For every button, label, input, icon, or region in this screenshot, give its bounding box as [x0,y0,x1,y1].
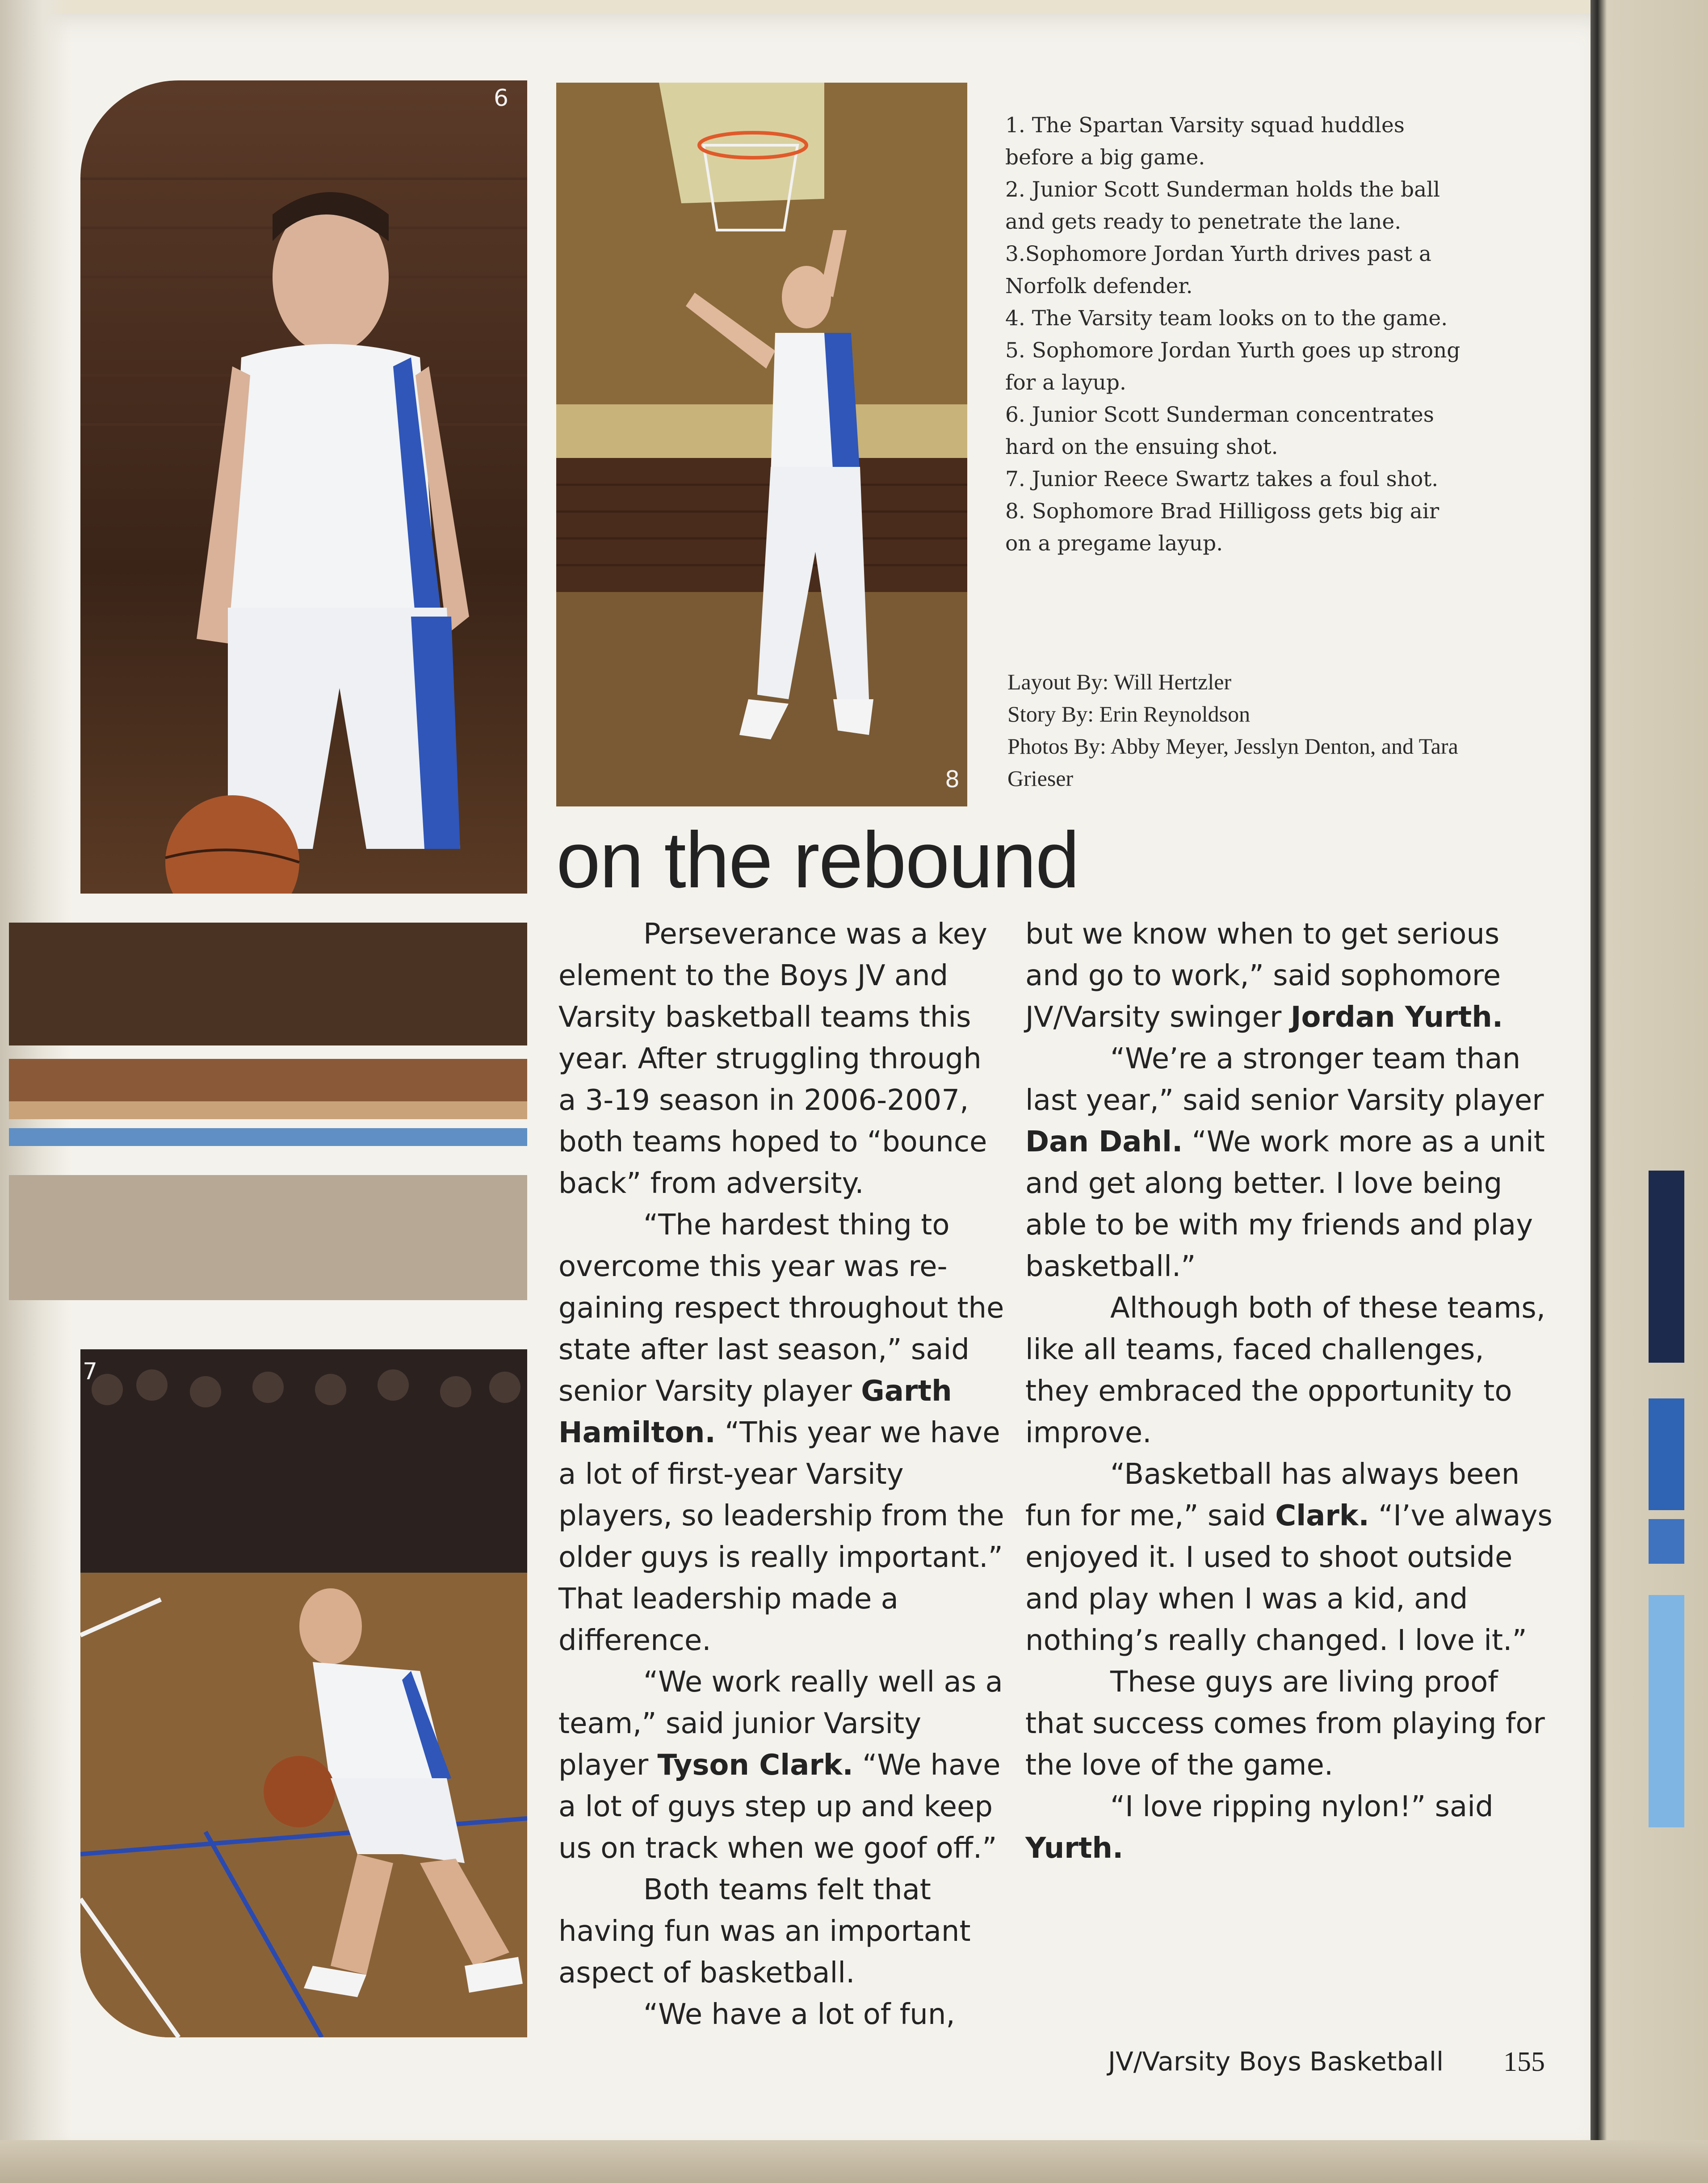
caption-5: 5. Sophomore Jordan Yurth goes up strong for a layup. [1005,338,1460,395]
photo-number: 7 [83,1358,98,1385]
staff-credits [1007,666,1481,794]
photo-captions [1005,109,1470,560]
credit-story: Story By: Erin Reynoldson [1007,701,1251,726]
book-cover-edge [1590,0,1708,2183]
story-paragraph [1025,1454,1553,1662]
story-paragraph [1025,1038,1553,1288]
decorative-band-blue [9,1128,527,1146]
photo-player-layup [556,83,967,806]
story-text: “This year we have a lot of first-year Varsity players, so leadership from the older guys is really important.” That leadership made a difference. [558,1416,1004,1657]
story-paragraph: “We have a lot of fun, [643,1998,955,2031]
player-name: Yurth. [1025,1832,1124,1865]
story-paragraph: Perseverance was a key element to the Boys JV and Varsity basketball teams this year. After struggling through a 3-19 season in 2006-2007, both teams hoped to “bounce back” from adversity. [558,918,987,1200]
story-text: “We’re a stronger team than last year,” said senior Varsity player [1025,1042,1544,1117]
player-name: Tyson Clark. [657,1749,853,1782]
story-text: “I love ripping nylon!” said [1110,1790,1494,1823]
credit-photos: Photos By: Abby Meyer, Jesslyn Denton, and Tara Grieser [1007,734,1458,791]
caption-2: 2. Junior Scott Sunderman holds the ball and gets ready to penetrate the lane. [1005,177,1440,234]
story-paragraph [1025,914,1553,1038]
story-text: “I’ve always enjoyed it. I used to shoot outside and play when I was a kid, and nothing’s really changed. I love it.” [1025,1499,1553,1657]
photo-player-dribbling [80,80,527,894]
page-number: 155 [1503,2047,1545,2077]
edge-tab-light-blue [1649,1595,1684,1827]
edge-tab-blue-2 [1649,1519,1684,1564]
story-column-right [1025,914,1553,1869]
story-text: “The hardest thing to overcome this year was re-gaining respect throughout the state after last season,” said senior Varsity player [558,1209,1004,1408]
decorative-band-tan [9,1101,527,1119]
story-paragraph: Although both of these teams, like all teams, faced challenges, they embraced the opportunity to improve. [1025,1292,1546,1449]
story-column-left [558,914,1005,2036]
caption-8: 8. Sophomore Brad Hilligoss gets big air on a pregame layup. [1005,499,1439,556]
caption-7: 7. Junior Reece Swartz takes a foul shot. [1005,467,1439,491]
story-paragraph [1025,1786,1553,1869]
story-paragraph [558,1662,1005,1869]
story-text: “We work more as a unit and get along better. I love being able to be with my friends and play basketball.” [1025,1125,1545,1283]
caption-6: 6. Junior Scott Sunderman concentrates hard on the ensuing shot. [1005,403,1434,459]
player-name: Clark. [1275,1499,1369,1532]
caption-1: 1. The Spartan Varsity squad huddles before a big game. [1005,113,1405,170]
player-name: Dan Dahl. [1025,1125,1183,1159]
edge-tab-navy [1649,1171,1684,1363]
photo-player-defense [80,1349,527,2037]
story-text: but we know when to get serious and go to work,” said sophomore JV/Varsity swinger [1025,918,1501,1034]
caption-3: 3.Sophomore Jordan Yurth drives past a Norfolk defender. [1005,242,1431,298]
player-name: Jordan Yurth. [1290,1001,1503,1034]
story-paragraph: Both teams felt that having fun was an important aspect of basketball. [558,1873,971,1990]
story-paragraph [558,1205,1005,1662]
decorative-band-dark-brown [9,923,527,1045]
edge-tab-blue [1649,1398,1684,1510]
player-name: Garth Hamilton. [558,1375,952,1449]
section-title: JV/Varsity Boys Basketball [1108,2046,1444,2077]
story-text: “Basketball has always been fun for me,” said [1025,1458,1520,1532]
decorative-band-taupe [9,1175,527,1300]
photo-number: 6 [494,85,509,112]
caption-4: 4. The Varsity team looks on to the game. [1005,306,1448,331]
story-text: “We have a lot of guys step up and keep us on track when we goof off.” [558,1749,1001,1865]
page-title: on the rebound [556,815,1079,904]
book-bottom-edge [0,2140,1708,2183]
photo-number: 8 [945,766,960,793]
decorative-band-rust [9,1059,527,1101]
story-text: “We work really well as a team,” said junior Varsity player [558,1666,1003,1782]
credit-layout: Layout By: Will Hertzler [1007,669,1232,694]
story-paragraph: These guys are living proof that success comes from playing for the love of the game. [1025,1666,1545,1782]
